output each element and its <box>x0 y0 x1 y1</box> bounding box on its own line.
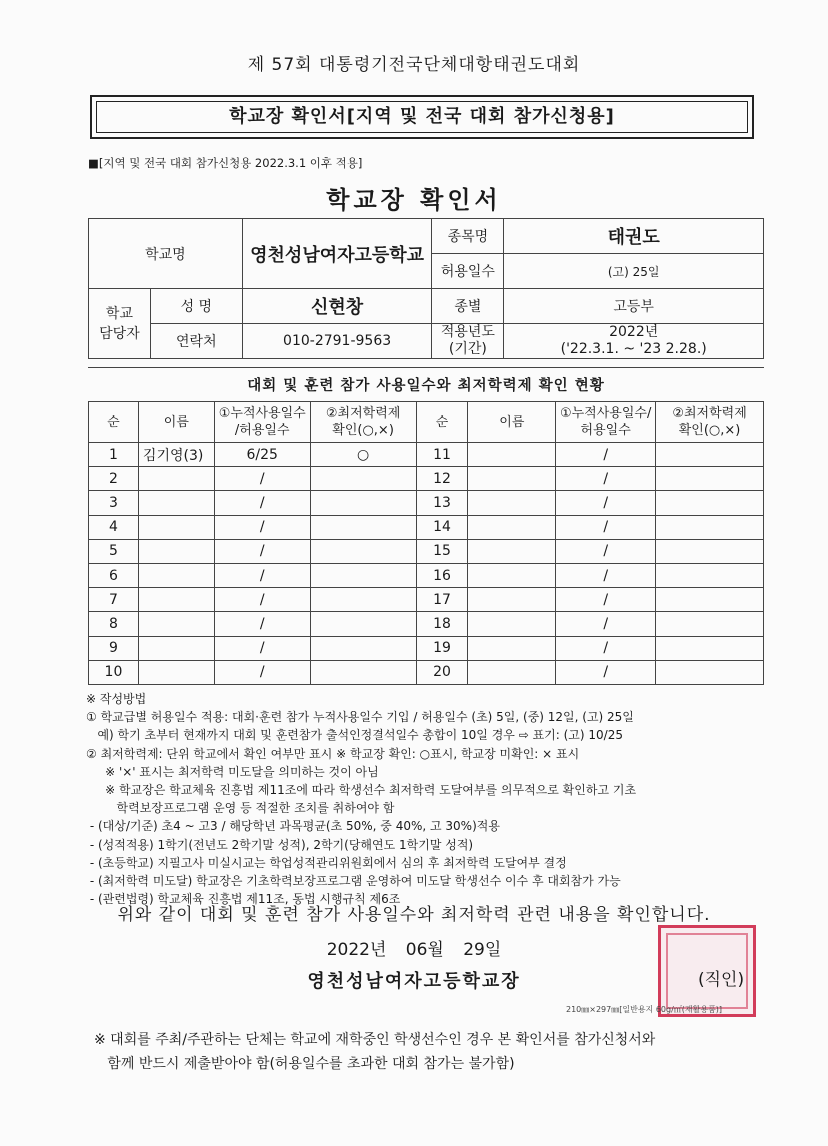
cell-days: / <box>556 515 656 539</box>
cell-name <box>468 612 556 636</box>
cell-name <box>468 515 556 539</box>
cell-days: / <box>214 491 310 515</box>
manager-label: 학교 담당자 <box>89 289 151 359</box>
cell-no: 15 <box>416 539 468 563</box>
cell-name <box>468 467 556 491</box>
cell-days: / <box>556 491 656 515</box>
issue-date: 2022년 06월 29일 <box>326 940 502 960</box>
school-info-table <box>88 218 764 359</box>
instruction-line: ※ 작성방법 <box>86 692 147 706</box>
instruction-line: 예) 학기 초부터 현재까지 대회 및 훈련참가 출석인정결석일수 총합이 10일 경우 ⇨ 표기: (고) 10/25 <box>86 728 623 743</box>
cell-name <box>468 636 556 660</box>
cell-days: / <box>214 612 310 636</box>
table-row <box>89 467 764 491</box>
cell-no: 4 <box>89 515 139 539</box>
cell-name <box>468 491 556 515</box>
footer-note <box>94 1028 794 1076</box>
allowed-days-value: (고) 25일 <box>504 254 764 289</box>
manager-name: 신현창 <box>242 289 432 324</box>
school-name: 영천성남여자고등학교 <box>242 219 432 289</box>
year-label: 적용년도 (기간) <box>432 324 504 359</box>
sport-value: 태권도 <box>504 219 764 254</box>
cell-no: 14 <box>416 515 468 539</box>
table-row <box>89 612 764 636</box>
cell-check <box>656 660 764 684</box>
cell-no: 2 <box>89 467 139 491</box>
cell-days: / <box>214 660 310 684</box>
cell-days: / <box>214 539 310 563</box>
instruction-line: ② 최저학력제: 단위 학교에서 확인 여부만 표시 ※ 학교장 확인: ○표시, 학교장 미확인: × 표시 <box>86 746 580 761</box>
cell-no: 3 <box>89 491 139 515</box>
instructions <box>86 690 776 908</box>
cell-check: ○ <box>310 443 416 467</box>
table-row <box>89 563 764 587</box>
instruction-line: - (대상/기준) 초4 ~ 고3 / 해당학년 과목평균(초 50%, 중 40%, 고 30%)적용 <box>86 819 500 834</box>
table-row <box>89 515 764 539</box>
year-value: 2022년 <box>609 324 659 340</box>
cell-name <box>468 443 556 467</box>
cell-check <box>656 563 764 587</box>
category-value: 고등부 <box>504 289 764 324</box>
column-header: ②최저학력제 확인(○,×) <box>656 402 764 443</box>
principal-name: 영천성남여자고등학교장 <box>307 971 521 992</box>
cell-no: 5 <box>89 539 139 563</box>
cell-name <box>138 491 214 515</box>
cell-no: 12 <box>416 467 468 491</box>
cell-no: 1 <box>89 443 139 467</box>
cell-check <box>310 539 416 563</box>
title-box <box>90 95 754 139</box>
contact-label: 연락처 <box>150 324 242 359</box>
footer-line: ※ 대회를 주최/주관하는 단체는 학교에 재학중인 학생선수인 경우 본 확인서를 참가신청서와 <box>94 1032 656 1048</box>
cell-name <box>138 515 214 539</box>
instruction-line: ※ 학교장은 학교체육 진흥법 제11조에 따라 학생선수 최저학력 도달여부를 의무적으로 확인하고 기초 <box>86 783 637 798</box>
cell-days: / <box>214 515 310 539</box>
cell-days: / <box>556 660 656 684</box>
instruction-line: 학력보장프로그램 운영 등 적절한 조치를 취하여야 함 <box>86 801 395 816</box>
paper-size-note: 210㎜×297㎜[일반용지 60g/㎡(재활용품)] <box>566 1005 723 1014</box>
cell-name: 김기영(3) <box>138 443 214 467</box>
cell-days: / <box>556 539 656 563</box>
cell-days: / <box>556 467 656 491</box>
participation-table <box>88 401 764 685</box>
cell-name <box>138 467 214 491</box>
cell-no: 17 <box>416 588 468 612</box>
year-cell <box>504 324 764 359</box>
cell-check <box>656 443 764 467</box>
cell-days: 6/25 <box>214 443 310 467</box>
contact-value: 010-2791-9563 <box>242 324 432 359</box>
table-row <box>89 636 764 660</box>
cell-no: 20 <box>416 660 468 684</box>
applicability-note: ■[지역 및 전국 대회 참가신청용 2022.3.1 이후 적용] <box>88 156 363 170</box>
cell-name <box>138 636 214 660</box>
cell-name <box>138 612 214 636</box>
cell-check <box>656 539 764 563</box>
column-header: ①누적사용일수 /허용일수 <box>214 402 310 443</box>
column-header: 이름 <box>468 402 556 443</box>
cell-check <box>310 636 416 660</box>
table-row <box>89 443 764 467</box>
instruction-line: - (성적적용) 1학기(전년도 2학기말 성적), 2학기(당해연도 1학기말 성적) <box>86 837 474 852</box>
cell-no: 9 <box>89 636 139 660</box>
cell-check <box>310 491 416 515</box>
cell-check <box>310 660 416 684</box>
table-row <box>89 588 764 612</box>
period-value: ('22.3.1. ~ '23 2.28.) <box>560 341 707 357</box>
cell-check <box>656 491 764 515</box>
section-title: 대회 및 훈련 참가 사용일수와 최저학력제 확인 현황 <box>88 367 764 404</box>
table-row <box>89 491 764 515</box>
cell-check <box>310 515 416 539</box>
instruction-line: ※ '×' 표시는 최저학력 미도달을 의미하는 것이 아님 <box>86 764 379 779</box>
cell-no: 18 <box>416 612 468 636</box>
table-header-row <box>89 402 764 443</box>
column-header: ②최저학력제 확인(○,×) <box>310 402 416 443</box>
category-label: 종별 <box>432 289 504 324</box>
school-name-label: 학교명 <box>89 219 243 289</box>
footer-line: 함께 반드시 제출받아야 함(허용일수를 초과한 대회 참가는 불가함) <box>94 1056 515 1072</box>
cell-no: 13 <box>416 491 468 515</box>
event-header: 제 57회 대통령기전국단체대항태권도대회 <box>247 55 581 75</box>
cell-check <box>656 515 764 539</box>
column-header: 순 <box>89 402 139 443</box>
instruction-line: - (초등학교) 지필고사 미실시교는 학업성적관리위원회에서 심의 후 최저학력 도달여부 결정 <box>86 855 567 870</box>
cell-days: / <box>556 636 656 660</box>
confirmation-text: 위와 같이 대회 및 훈련 참가 사용일수와 최저학력 관련 내용을 확인합니다. <box>117 905 711 925</box>
cell-name <box>468 588 556 612</box>
cell-name <box>138 660 214 684</box>
cell-days: / <box>556 612 656 636</box>
cell-check <box>656 588 764 612</box>
cell-name <box>468 563 556 587</box>
cell-days: / <box>556 563 656 587</box>
cell-name <box>138 539 214 563</box>
column-header: 이름 <box>138 402 214 443</box>
cell-no: 6 <box>89 563 139 587</box>
cell-name <box>138 588 214 612</box>
cell-days: / <box>214 563 310 587</box>
instruction-line: - (최저학력 미도달) 학교장은 기초학력보장프로그램 운영하여 미도달 학생선수 이수 후 대회참가 가능 <box>86 874 621 889</box>
instruction-line: ① 학교급별 허용일수 적용: 대회·훈련 참가 누적사용일수 기입 / 허용일수 (초) 5일, (중) 12일, (고) 25일 <box>86 710 634 725</box>
cell-days: / <box>556 443 656 467</box>
cell-check <box>310 563 416 587</box>
cell-no: 19 <box>416 636 468 660</box>
cell-days: / <box>214 636 310 660</box>
cell-no: 16 <box>416 563 468 587</box>
cell-check <box>656 612 764 636</box>
cell-check <box>656 467 764 491</box>
table-row <box>89 660 764 684</box>
cell-check <box>310 588 416 612</box>
table-row <box>89 539 764 563</box>
cell-days: / <box>214 467 310 491</box>
cell-name <box>138 563 214 587</box>
document-title: 학교장 확인서 <box>326 186 502 214</box>
cell-no: 7 <box>89 588 139 612</box>
cell-days: / <box>214 588 310 612</box>
stamp-label: (직인) <box>698 970 745 990</box>
sport-label: 종목명 <box>432 219 504 254</box>
cell-name <box>468 660 556 684</box>
allowed-days-label: 허용일수 <box>432 254 504 289</box>
instruction-line: - (관련법령) 학교체육 진흥법 제11조, 동법 시행규칙 제6조 <box>86 892 401 907</box>
box-title: 학교장 확인서[지역 및 전국 대회 참가신청용] <box>96 101 748 133</box>
cell-no: 11 <box>416 443 468 467</box>
cell-check <box>310 467 416 491</box>
cell-check <box>310 612 416 636</box>
column-header: 순 <box>416 402 468 443</box>
cell-no: 10 <box>89 660 139 684</box>
name-label: 성 명 <box>150 289 242 324</box>
cell-check <box>656 636 764 660</box>
column-header: ①누적사용일수/ 허용일수 <box>556 402 656 443</box>
cell-days: / <box>556 588 656 612</box>
cell-name <box>468 539 556 563</box>
cell-no: 8 <box>89 612 139 636</box>
